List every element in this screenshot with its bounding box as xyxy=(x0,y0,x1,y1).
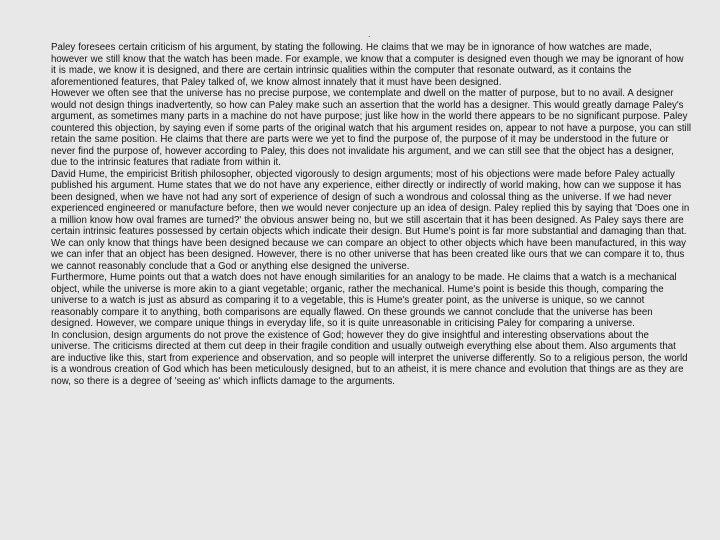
paragraph-hume-experience: David Hume, the empiricist British philosopher, objected vigorously to design arguments; most of his objections were made before Paley actually published his argument. Hume states that we do not have any experience, either directly or indirectly of world making, how can we suppose it has been designed, when we have not had any sort of experience of design of such a wondrous and colossal thing as the universe. If we had never experienced engineered or manufacture before, then we would never conjecture up an idea of design. Paley replied this by saying that 'Does one in a million know how oval frames are turned?' the obvious answer being no, but we still ascertain that it has been designed. As Paley says there are certain intrinsic features possessed by certain objects which indicate their design. But Hume's point is far more substantial and damaging than that. We can only know that things have been designed because we can compare an object to other objects which have been manufactured, in this way we can infer that an object has been designed. However, there is no other universe that has been created like ours that we can compare it to, thus we cannot reasonably conclude that a God or anything else designed the universe. xyxy=(51,168,690,272)
page-mark: . xyxy=(368,29,371,39)
paragraph-conclusion: In conclusion, design arguments do not prove the existence of God; however they do give insightful and interesting observations about the universe. The criticisms directed at them cut deep in their fragile condition and usually outweigh everything else about them. Also arguments that are inductive like this, start from experience and observation, and so people will interpret the universe differently. So to a religious person, the world is a wondrous creation of God which has been meticulously designed, but to an atheist, it is mere chance and evolution that things are as they are now, so there is a degree of 'seeing as' which inflicts damage to the arguments. xyxy=(51,329,688,387)
paragraph-purpose-objection: However we often see that the universe has no precise purpose, we contemplate and dwell on the matter of purpose, but to no avail. A designer would not design things inadvertently, so how can Paley make such an assertion that the world has a designer. This would greatly damage Paley's argument, as sometimes many parts in a machine do not have purpose; just like how in the world there appears to be no significant purpose. Paley countered this objection, by saying even if some parts of the original watch that his argument resides on, appear to not have a purpose, you can still retain the same position. He claims that there are parts were we yet to find the purpose of, the purpose of it may be understood in the future or never find the purpose of, however according to Paley, this does not invalidate his argument, and we can still see that the object has a designer, due to the intrinsic features that radiate from within it. xyxy=(51,88,692,168)
paragraph-hume-analogy: Furthermore, Hume points out that a watch does not have enough similarities for an analogy to be made. He claims that a watch is a mechanical object, while the universe is more akin to a giant vegetable; organic, rather the mechanical. Hume's point is beside this though, comparing the universe to a watch is just as absurd as comparing it to a vegetable, this is Hume's greater point, as the universe is unique, so we cannot reasonably compare it to anything, both comparisons are equally flawed. On these grounds we cannot conclude that the universe has been designed. However, we compare unique things in everyday life, so it is quite unreasonable in criticising Paley for comparing a universe. xyxy=(51,272,677,329)
paragraph-paley-criticism: Paley foresees certain criticism of his argument, by stating the following. He claims that we may be in ignorance of how watches are made, however we still know that the watch has been made. For example, we know that a computer is designed even though we may be ignorant of how it is made, we know it is designed, and there are certain intrinsic qualities within the computer that resonate outward, as it contains the aforementioned features, that Paley talked of, we know almost innately that it must have been designed. xyxy=(51,42,684,88)
essay-body xyxy=(51,42,691,387)
